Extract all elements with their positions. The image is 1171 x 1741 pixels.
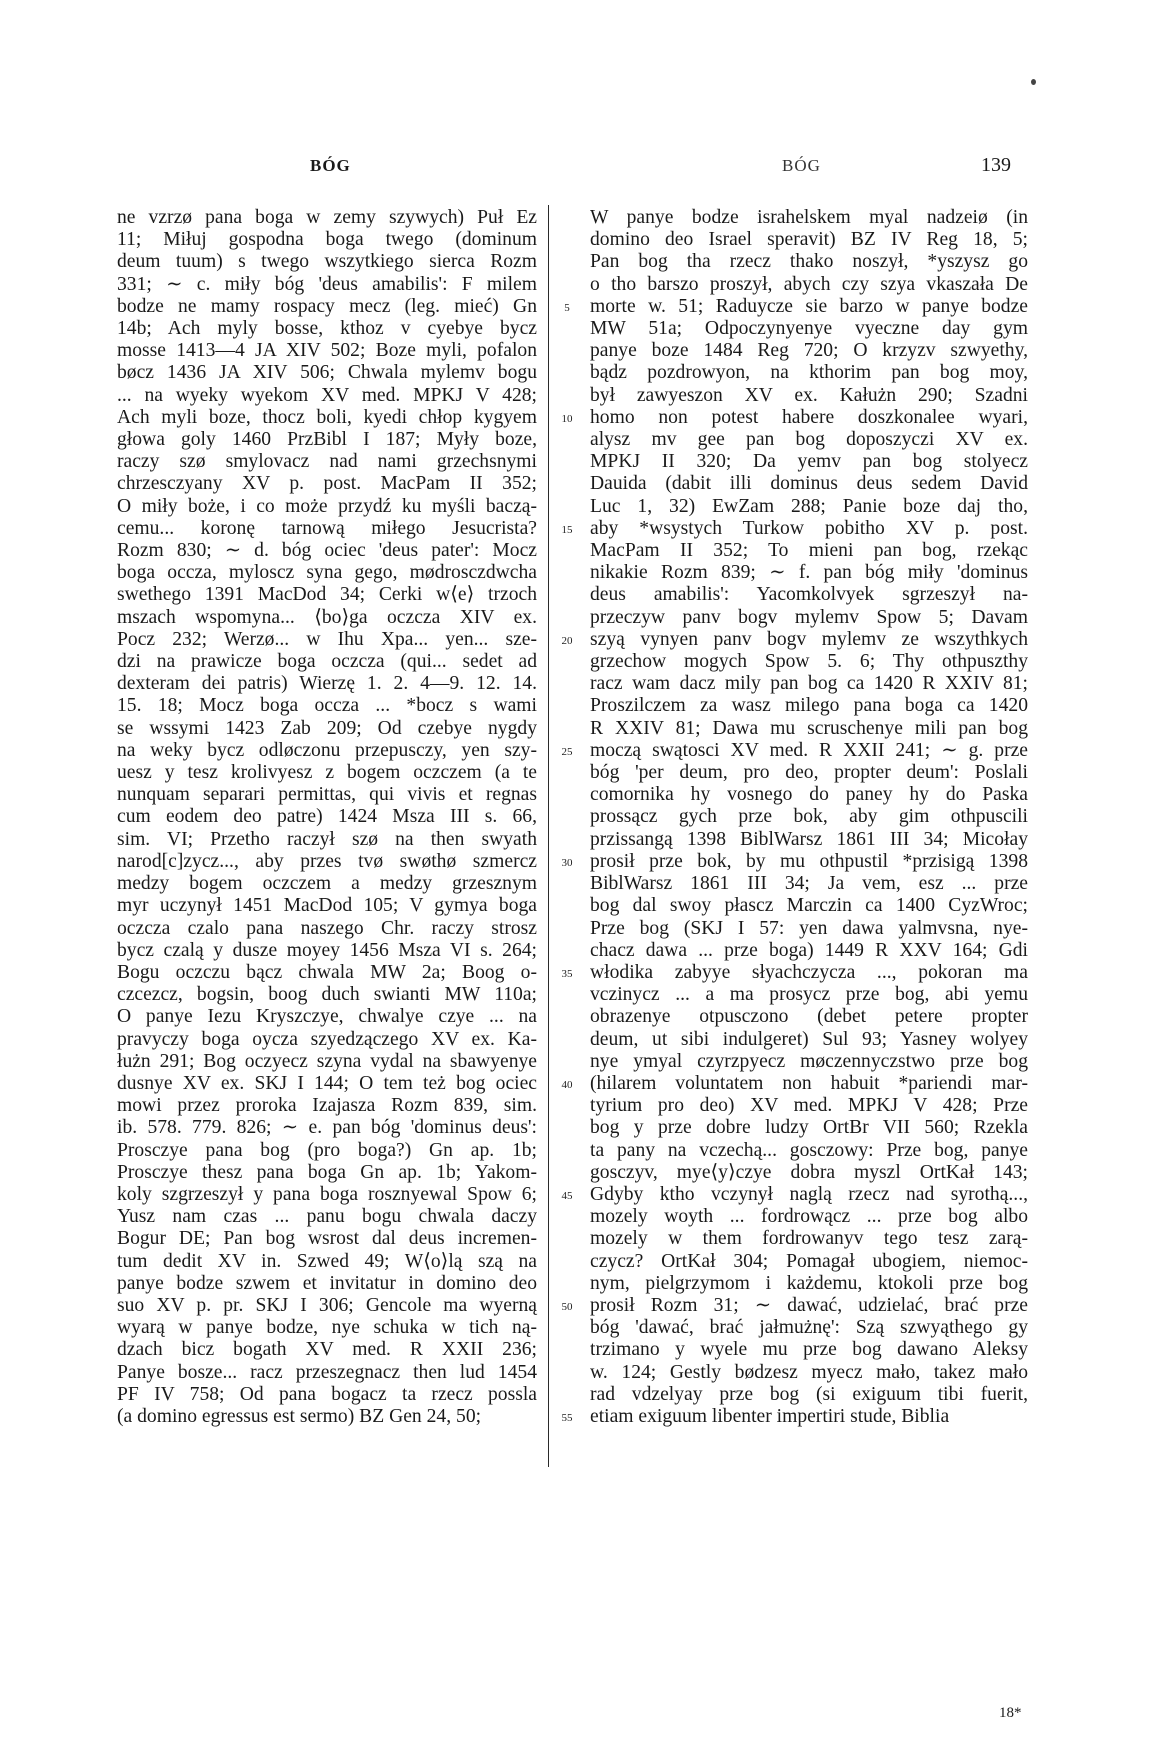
text-line: suo XV p. pr. SKJ I 306; Gencole ma wyerną: [117, 1294, 537, 1316]
text-line: deus amabilis': Yacomkolvyek sgrzeszył na-: [590, 584, 1028, 606]
text-line: Prosczye pana bog (pro boga?) Gn ap. 1b;: [117, 1139, 537, 1161]
text-line: se wssymi 1423 Zab 209; Od czebye nygdy: [117, 717, 537, 739]
text-line: Ach myli boze, thocz boli, kyedi chłop kygyem: [117, 406, 537, 428]
text-line: oczcza czalo pana naszego Chr. raczy strosz: [117, 917, 537, 939]
text-line: swethego 1391 MacDod 34; Cerki w⟨e⟩ trzoch: [117, 584, 537, 606]
text-line: bądz pozdrowyon, na kthorim pan bog moy,: [590, 362, 1028, 384]
text-line: rad vdzelyay prze bog (si exiguum tibi fuerit,: [590, 1383, 1028, 1405]
text-line: trzimano y wyele mu prze bog dawano Aleksy: [590, 1339, 1028, 1361]
running-head-right: BÓG: [782, 156, 821, 175]
text-line: bóg 'dawać, brać jałmużnę': Szą szwyąthego gy: [590, 1317, 1028, 1339]
text-line: chacz dawa ... prze boga) 1449 R XXV 164; Gdi: [590, 939, 1028, 961]
text-line: ... na wyeky wyekom XV med. MPKJ V 428;: [117, 384, 537, 406]
text-line: comornika hy vosnego do paney hy do Paska: [590, 784, 1028, 806]
text-line: dexteram dei patris) Wierzę 1. 2. 4—9. 12. 14.: [117, 673, 537, 695]
text-line: bodze ne mamy rospacy mecz (leg. mieć) Gn: [117, 295, 537, 317]
text-line: W panye bodze israhelskem myal nadzeiø (in: [590, 207, 1028, 228]
text-line: bog y prze dobre ludzy OrtBr VII 560; Rzekla: [590, 1117, 1028, 1139]
line-number: 20: [561, 634, 573, 647]
text-line: gosczyv, mye⟨y⟩czye dobra myszl OrtKał 143;: [590, 1161, 1028, 1183]
text-line: Proszilczem za wasz milego pana boga ca 1420: [590, 695, 1028, 717]
text-line: alysz mv gee pan bog doposzyczi XV ex.: [590, 429, 1028, 451]
text-line: aby *wsystych Turkow pobitho XV p. post.: [590, 517, 1028, 539]
text-line: Panye bosze... racz przeszegnacz then lud 1454: [117, 1361, 537, 1383]
right-column: [590, 207, 1028, 1687]
text-line: włodika zabyye słyachczycza ..., pokoran ma: [590, 961, 1028, 983]
text-line: koly szgrzeszył y pana boga rosznyewal Spow 6;: [117, 1183, 537, 1205]
line-number: 25: [561, 745, 573, 758]
running-head-left: BÓG: [310, 156, 351, 175]
text-line: przeczyw panv bogv mylemv Spow 5; Davam: [590, 606, 1028, 628]
line-number: 45: [561, 1189, 573, 1202]
text-line: nikakie Rozm 839; ∼ f. pan bóg miły 'dominus: [590, 562, 1028, 584]
text-line: Prosczye thesz pana boga Gn ap. 1b; Yakom-: [117, 1161, 537, 1183]
text-line: (hilarem voluntatem non habuit *pariendi mar-: [590, 1072, 1028, 1094]
line-number: 10: [561, 412, 573, 425]
text-line: panye boze 1484 Reg 720; O krzyzv szwyethy,: [590, 340, 1028, 362]
text-line: głowa goly 1460 PrzBibl I 187; Myły boze,: [117, 429, 537, 451]
text-line: dzi na prawicze boga oczcza (qui... sedet ad: [117, 651, 537, 673]
text-line: Pan bog tha rzecz thako noszył, *yszysz go: [590, 251, 1028, 273]
text-line: medzy bogem oczczem a medzy grzesznym: [117, 873, 537, 895]
text-line: tyrium pro deo) XV med. MPKJ V 428; Prze: [590, 1095, 1028, 1117]
text-line: wyarą w panye bodze, nye schuka w tich ną-: [117, 1317, 537, 1339]
text-line: na weky bycz odløczonu przepusczy, yen szy-: [117, 739, 537, 761]
text-line: O panye Iezu Kryszczye, chwalye czye ... na: [117, 1006, 537, 1028]
text-line: Luc 1, 32) EwZam 288; Panie boze daj tho,: [590, 495, 1028, 517]
text-line: 15. 18; Mocz boga occza ... *bocz s wami: [117, 695, 537, 717]
left-column: [117, 207, 537, 1687]
text-line: chrzesczyany XV p. post. MacPam II 352;: [117, 473, 537, 495]
text-line: Bogur DE; Pan bog wsrost dal deus incremen-: [117, 1228, 537, 1250]
text-line: racz wam dacz mily pan bog ca 1420 R XXIV 81;: [590, 673, 1028, 695]
page-number: 139: [981, 154, 1011, 176]
text-line: cum eodem deo patre) 1424 Msza III s. 66,: [117, 806, 537, 828]
line-number: 5: [564, 301, 570, 314]
line-number: 15: [561, 523, 573, 536]
text-line: 11; Miłuj gospodna boga twego (dominum: [117, 229, 537, 251]
column-rule: [548, 205, 549, 1467]
text-line: przissangą 1398 BiblWarsz 1861 III 34; Micołay: [590, 828, 1028, 850]
text-line: myr uczynył 1451 MacDod 105; V gymya boga: [117, 895, 537, 917]
line-number: 40: [561, 1078, 573, 1091]
text-line: 14b; Ach myly bosse, kthoz v cyebye bycz: [117, 318, 537, 340]
text-line: O miły boże, i co może przydź ku myśli baczą-: [117, 495, 537, 517]
text-line: grzechow mogych Spow 5. 6; Thy othpuszthy: [590, 651, 1028, 673]
text-line: dusnye XV ex. SKJ I 144; O tem też bog ociec: [117, 1072, 537, 1094]
text-line: uesz y tesz krolivyesz z bogem oczczem (a te: [117, 762, 537, 784]
line-number: 30: [561, 856, 573, 869]
text-line: vczinycz ... a ma prosycz prze bog, abi yemu: [590, 984, 1028, 1006]
text-line: bóg 'per deum, pro deo, propter deum': Poslali: [590, 762, 1028, 784]
text-line: deum tuum) s twego wszytkiego sierca Rozm: [117, 251, 537, 273]
text-line: mszach wspomyna... ⟨bo⟩ga oczcza XIV ex.: [117, 606, 537, 628]
text-line: nye ymyal czyrzpyecz møczennyczstwo prze bog: [590, 1050, 1028, 1072]
text-line: nym, pielgrzymom i każdemu, ktokoli prze bog: [590, 1272, 1028, 1294]
text-line: 331; ∼ c. miły bóg 'deus amabilis': F milem: [117, 273, 537, 295]
text-line: BiblWarsz 1861 III 34; Ja vem, esz ... prze: [590, 873, 1028, 895]
text-line: Prze bog (SKJ I 57: yen dawa yalmvsna, nye-: [590, 917, 1028, 939]
text-line: bycz czalą y dusze moyey 1456 Msza VI s. 264;: [117, 939, 537, 961]
text-line: mowi przez proroka Izajasza Rozm 839, sim.: [117, 1095, 537, 1117]
text-line: boga occza, myloscz syna gego, mødrosczdwcha: [117, 562, 537, 584]
text-line: MacPam II 352; To mieni pan bog, rzekąc: [590, 540, 1028, 562]
text-line: raczy szø smylovacz nad nami grzechsnymi: [117, 451, 537, 473]
text-line: łużn 291; Bog oczyecz szyna vydal na sbawyenye: [117, 1050, 537, 1072]
text-line: ta pany na vczechą... gosczowy: Prze bog, panye: [590, 1139, 1028, 1161]
text-line: prossącz gych prze bok, aby gim othpuscili: [590, 806, 1028, 828]
text-line: bog dal swoy płascz Marczin ca 1400 CyzWroc;: [590, 895, 1028, 917]
text-line: prosił Rozm 31; ∼ dawać, udzielać, brać prze: [590, 1294, 1028, 1316]
text-line: (a domino egressus est sermo) BZ Gen 24, 50;: [117, 1405, 482, 1427]
text-line: obrazenye otpusczono (debet petere propter: [590, 1006, 1028, 1028]
text-line: Yusz nam czas ... panu bogu chwala daczy: [117, 1206, 537, 1228]
text-line: panye bodze szwem et invitatur in domino deo: [117, 1272, 537, 1294]
sheet-signature: 18*: [999, 1705, 1022, 1721]
text-line: mozely woyth ... fordrowącz ... prze bog albo: [590, 1206, 1028, 1228]
text-line: w. 124; Gestly bødzesz myecz mało, takez mało: [590, 1361, 1028, 1383]
text-line: dzach bicz bogath XV med. R XXII 236;: [117, 1339, 537, 1361]
text-line: domino deo Israel speravit) BZ IV Reg 18, 5;: [590, 229, 1028, 251]
text-line: mosse 1413—4 JA XIV 502; Boze myli, pofalon: [117, 340, 537, 362]
text-line: homo non potest habere doszkonalee wyari,: [590, 406, 1028, 428]
text-line: Gdyby ktho vczynył naglą rzecz nad syrothą...,: [590, 1183, 1028, 1205]
page-speck: [1031, 79, 1036, 85]
text-line: MW 51a; Odpoczynyenye vyeczne day gym: [590, 318, 1028, 340]
text-line: czycz? OrtKał 304; Pomagał ubogiem, niemoc-: [590, 1250, 1028, 1272]
text-line: Rozm 830; ∼ d. bóg ociec 'deus pater': Mocz: [117, 540, 537, 562]
line-number: 50: [561, 1300, 573, 1313]
text-line: był zawyeszon XV ex. Kałużn 290; Szadni: [590, 384, 1028, 406]
text-line: morte w. 51; Raduycze sie barzo w panye bodze: [590, 295, 1028, 317]
text-line: Bogu oczczu bącz chwala MW 2a; Boog o-: [117, 961, 537, 983]
text-line: ib. 578. 779. 826; ∼ e. pan bóg 'dominus deus':: [117, 1117, 537, 1139]
text-line: nunquam separari permittas, qui vivis et regnas: [117, 784, 537, 806]
text-line: bøcz 1436 JA XIV 506; Chwala mylemv bogu: [117, 362, 537, 384]
text-line: mozely w them fordrowanyv tego tesz zarą-: [590, 1228, 1028, 1250]
text-line: pravyczy boga oycza szyedzączego XV ex. Ka-: [117, 1028, 537, 1050]
line-number: 55: [561, 1411, 573, 1424]
text-line: ne vzrzø pana boga w zemy szywych) Puł Ez: [117, 207, 537, 228]
text-line: czcezcz, bogsin, boog duch swianti MW 110a;: [117, 984, 537, 1006]
text-line: narod[c]zycz..., aby przes tvø swøthø szmercz: [117, 850, 537, 872]
line-number: 35: [561, 967, 573, 980]
text-line: moczą swątosci XV med. R XXII 241; ∼ g. prze: [590, 739, 1028, 761]
text-line: deum, ut sibi indulgeret) Sul 93; Yasney wolyey: [590, 1028, 1028, 1050]
text-line: o tho barszo proszył, abych czy szya vkaszała De: [590, 273, 1028, 295]
text-line: MPKJ II 320; Da yemv pan bog stolyecz: [590, 451, 1028, 473]
text-line: R XXIV 81; Dawa mu scruschenye mili pan bog: [590, 717, 1028, 739]
text-line: sim. VI; Przetho raczył szø na then swyath: [117, 828, 537, 850]
text-line: Pocz 232; Werzø... w Ihu Xpa... yen... sze-: [117, 628, 537, 650]
text-line: PF IV 758; Od pana bogacz ta rzecz possla: [117, 1383, 537, 1405]
text-line: szyą vynyen panv bogv mylemv ze wszythkych: [590, 628, 1028, 650]
text-line: tum dedit XV in. Szwed 49; W⟨o⟩lą szą na: [117, 1250, 537, 1272]
text-line: Dauida (dabit illi dominus deus sedem David: [590, 473, 1028, 495]
text-line: cemu... koronę tarnową miłego Jesucrista?: [117, 517, 537, 539]
text-line: prosił prze bok, by mu othpustil *przisigą 1398: [590, 850, 1028, 872]
text-line: etiam exiguum libenter impertiri stude, Biblia: [590, 1405, 950, 1427]
